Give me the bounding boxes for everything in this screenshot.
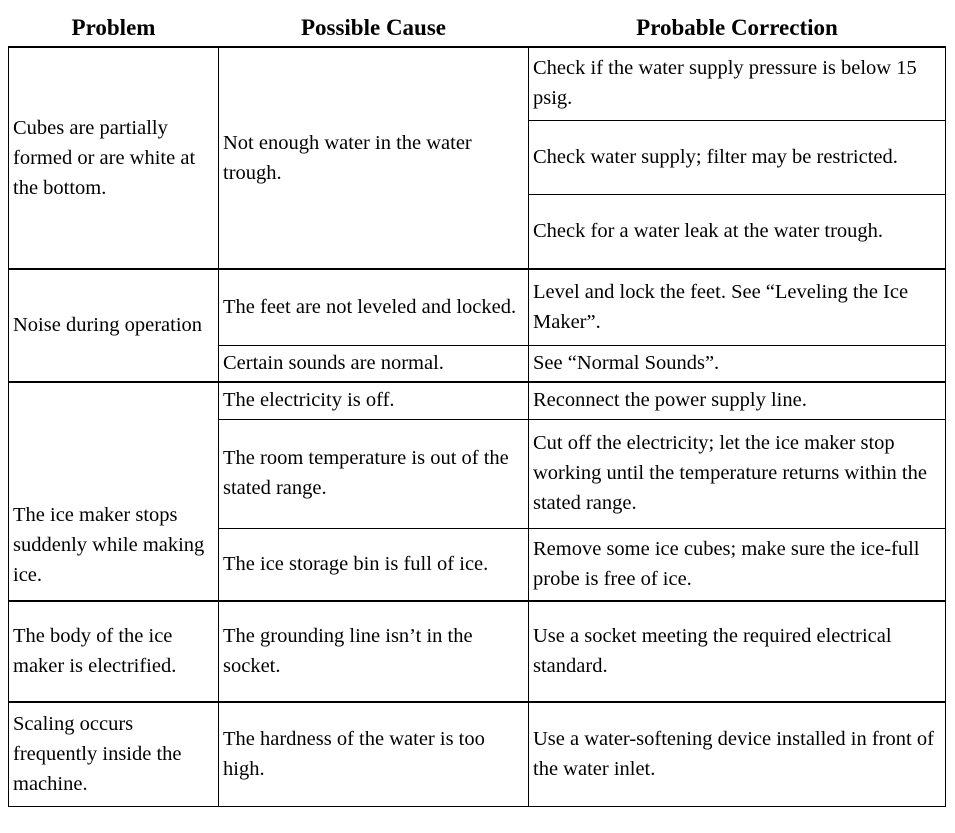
correction-cell: Use a socket meeting the required electrical standard.: [529, 601, 946, 702]
cause-cell: The hardness of the water is too high.: [219, 702, 529, 806]
header-row: [9, 10, 946, 47]
troubleshooting-table: [8, 10, 946, 807]
correction-cell: Remove some ice cubes; make sure the ice-full probe is free of ice.: [529, 528, 946, 601]
cause-cell: Certain sounds are normal.: [219, 345, 529, 382]
table-row: [9, 269, 946, 345]
header-problem: Problem: [9, 10, 219, 47]
problem-cell: The body of the ice maker is electrified.: [9, 601, 219, 702]
header-possible-cause: Possible Cause: [219, 10, 529, 47]
problem-cell: Noise during operation: [9, 269, 219, 382]
correction-cell: Reconnect the power supply line.: [529, 382, 946, 419]
correction-cell: Check water supply; filter may be restricted.: [529, 120, 946, 194]
table-row: [9, 601, 946, 702]
header-probable-correction: Probable Correction: [529, 10, 946, 47]
problem-cell: The ice maker stops suddenly while making ice.: [9, 382, 219, 601]
cause-cell: The ice storage bin is full of ice.: [219, 528, 529, 601]
cause-cell: Not enough water in the water trough.: [219, 47, 529, 269]
table-row: [9, 702, 946, 806]
problem-cell: Cubes are partially formed or are white at the bottom.: [9, 47, 219, 269]
table-row: [9, 382, 946, 419]
correction-cell: Check if the water supply pressure is below 15 psig.: [529, 47, 946, 120]
correction-cell: Level and lock the feet. See “Leveling the Ice Maker”.: [529, 269, 946, 345]
cause-cell: The electricity is off.: [219, 382, 529, 419]
correction-cell: Use a water-softening device installed in front of the water inlet.: [529, 702, 946, 806]
cause-cell: The room temperature is out of the stated range.: [219, 419, 529, 528]
correction-cell: See “Normal Sounds”.: [529, 345, 946, 382]
problem-cell: Scaling occurs frequently inside the machine.: [9, 702, 219, 806]
correction-cell: Cut off the electricity; let the ice maker stop working until the temperature returns within the stated range.: [529, 419, 946, 528]
correction-cell: Check for a water leak at the water trough.: [529, 194, 946, 269]
cause-cell: The grounding line isn’t in the socket.: [219, 601, 529, 702]
cause-cell: The feet are not leveled and locked.: [219, 269, 529, 345]
table-row: [9, 47, 946, 120]
